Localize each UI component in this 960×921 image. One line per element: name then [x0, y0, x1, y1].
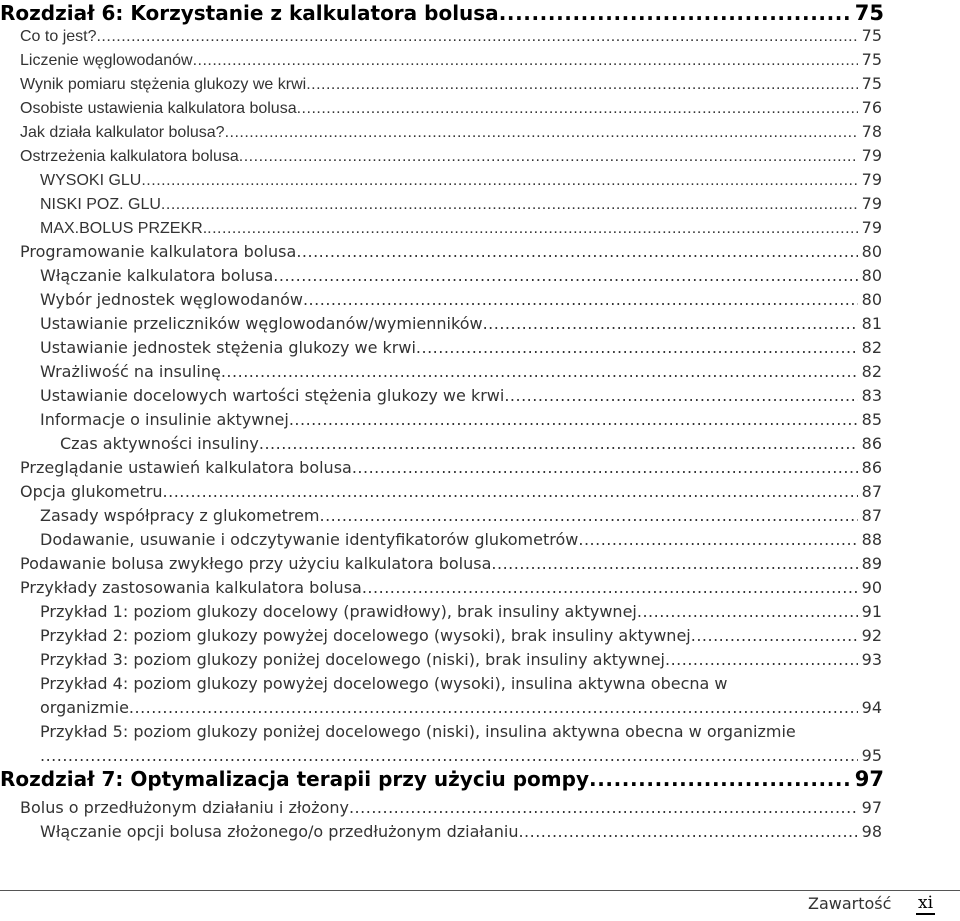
dot-leader — [297, 97, 858, 120]
toc-page-number: 92 — [861, 626, 882, 645]
toc-entry[interactable] — [40, 504, 882, 528]
toc-entry-title: Co to jest? — [20, 28, 97, 45]
toc-page-number: 75 — [861, 26, 882, 45]
toc-entry-title: Ustawianie przeliczników węglowodanów/wymienników — [40, 314, 483, 333]
toc-chapter-heading[interactable] — [0, 766, 884, 794]
dot-leader — [483, 312, 858, 336]
toc-entry-title: Podawanie bolusa zwykłego przy użyciu kalkulatora bolusa — [20, 554, 492, 573]
toc-entry-title: Wrażliwość na insulinę — [40, 362, 221, 381]
toc-entry[interactable] — [40, 336, 882, 360]
toc-entry-title: MAX.BOLUS PRZEKR. — [40, 220, 208, 237]
toc-entry[interactable] — [20, 48, 882, 72]
toc-entry-title: Liczenie węglowodanów — [20, 52, 193, 69]
toc-entry[interactable] — [60, 432, 882, 456]
toc-page-number: 83 — [861, 386, 882, 405]
toc-entry[interactable] — [40, 168, 882, 192]
toc-entry[interactable] — [40, 216, 882, 240]
dot-leader — [665, 648, 858, 672]
chapter-title: Rozdział 6: Korzystanie z kalkulatora bolusa — [0, 1, 499, 25]
dot-leader — [207, 217, 857, 240]
toc-page-number: 81 — [861, 314, 882, 333]
toc-entry-title: NISKI POZ. GLU — [40, 196, 161, 213]
dot-leader — [589, 766, 851, 792]
dot-leader — [289, 408, 858, 432]
toc-entry[interactable] — [40, 384, 882, 408]
toc-entry[interactable] — [40, 408, 882, 432]
toc-page-number: 97 — [861, 798, 882, 817]
toc-entry[interactable] — [40, 192, 882, 216]
toc-entry[interactable] — [20, 96, 882, 120]
toc-entry-title: Wybór jednostek węglowodanów — [40, 290, 303, 309]
toc-page-number: 79 — [861, 146, 882, 165]
dot-leader — [416, 336, 858, 360]
toc-entry-title: WYSOKI GLU — [40, 172, 142, 189]
toc-entry-title: Ustawianie docelowych wartości stężenia glukozy we krwi — [40, 386, 505, 405]
dot-leader — [352, 456, 858, 480]
dot-leader — [499, 0, 851, 26]
toc-entry[interactable] — [20, 576, 882, 600]
dot-leader — [259, 432, 858, 456]
dot-leader — [691, 624, 858, 648]
dot-leader — [518, 820, 857, 844]
toc-entry[interactable] — [40, 312, 882, 336]
dot-leader — [504, 384, 857, 408]
toc-entry-title: Dodawanie, usuwanie i odczytywanie identyfikatorów glukometrów — [40, 530, 579, 549]
toc-page-number: 82 — [861, 338, 882, 357]
toc-entry-title: Czas aktywności insuliny — [60, 434, 259, 453]
dot-leader — [306, 73, 857, 96]
toc-page-number: 75 — [861, 74, 882, 93]
toc-entry-title: Przeglądanie ustawień kalkulatora bolusa — [20, 458, 352, 477]
toc-entry[interactable] — [20, 120, 882, 144]
dot-leader — [221, 360, 858, 384]
toc-entry[interactable] — [20, 240, 882, 264]
toc-page-number: 87 — [861, 506, 882, 525]
toc-page-number: 86 — [861, 458, 882, 477]
dot-leader — [96, 25, 857, 48]
dot-leader — [40, 744, 858, 768]
toc-page-number: 88 — [861, 530, 882, 549]
toc-page-number: 75 — [854, 1, 884, 25]
toc-entry[interactable] — [40, 744, 882, 768]
toc-page-number: 79 — [861, 218, 882, 237]
toc-entry-title: Wynik pomiaru stężenia glukozy we krwi — [20, 76, 307, 93]
toc-entry-title: Zasady współpracy z glukometrem — [40, 506, 320, 525]
toc-entry[interactable] — [40, 696, 882, 720]
toc-page-number: 87 — [861, 482, 882, 501]
toc-entry-title: Bolus o przedłużonym działaniu i złożony — [20, 798, 349, 817]
toc-entry-title: Ostrzeżenia kalkulatora bolusa — [20, 148, 239, 165]
dot-leader — [163, 480, 858, 504]
toc-entry[interactable] — [20, 72, 882, 96]
toc-entry[interactable] — [40, 648, 882, 672]
toc-entry[interactable] — [40, 624, 882, 648]
toc-entry[interactable] — [40, 600, 882, 624]
toc-page-number: 95 — [861, 746, 882, 765]
toc-page-number: 80 — [861, 290, 882, 309]
toc-page-number: 82 — [861, 362, 882, 381]
toc-page-number: 85 — [861, 410, 882, 429]
toc-entry-title: Przykłady zastosowania kalkulatora bolusa — [20, 578, 362, 597]
dot-leader — [141, 169, 857, 192]
toc-page-number: 94 — [861, 698, 882, 717]
toc-entry-title: Osobiste ustawienia kalkulatora bolusa — [20, 100, 297, 117]
dot-leader — [362, 576, 858, 600]
toc-entry[interactable] — [20, 144, 882, 168]
toc-page-number: 93 — [861, 650, 882, 669]
footer-section-label: Zawartość — [808, 894, 892, 913]
toc-page-number: 78 — [861, 122, 882, 141]
toc-page-number: 79 — [861, 194, 882, 213]
toc-entry[interactable] — [20, 796, 882, 820]
toc-entry-title: Ustawianie jednostek stężenia glukozy we krwi — [40, 338, 416, 357]
toc-page-number: 98 — [861, 822, 882, 841]
dot-leader — [129, 696, 858, 720]
dot-leader — [225, 121, 858, 144]
dot-leader — [239, 145, 858, 168]
toc-entry-title[interactable]: Przykład 4: poziom glukozy powyżej docelowego (wysoki), insulina aktywna obecna w — [40, 674, 728, 693]
toc-page-number: 91 — [861, 602, 882, 621]
toc-entry[interactable] — [20, 552, 882, 576]
toc-page-number: 79 — [861, 170, 882, 189]
toc-page-number: 80 — [861, 266, 882, 285]
dot-leader — [193, 49, 858, 72]
dot-leader — [491, 552, 857, 576]
dot-leader — [296, 240, 857, 264]
toc-page-number: 76 — [861, 98, 882, 117]
toc-entry[interactable] — [40, 528, 882, 552]
toc-page-number: 80 — [861, 242, 882, 261]
toc-entry-title: Włączanie opcji bolusa złożonego/o przedłużonym działaniu — [40, 822, 519, 841]
dot-leader — [320, 504, 858, 528]
dot-leader — [578, 528, 857, 552]
toc-entry-title: Informacje o insulinie aktywnej — [40, 410, 289, 429]
chapter-title: Rozdział 7: Optymalizacja terapii przy użyciu pompy — [0, 767, 589, 791]
dot-leader — [161, 193, 858, 216]
dot-leader — [273, 264, 857, 288]
toc-entry-title: Przykład 2: poziom glukozy powyżej docelowego (wysoki), brak insuliny aktywnej — [40, 626, 691, 645]
toc-entry[interactable] — [40, 820, 882, 844]
toc-entry-title-continued: organizmie — [40, 698, 129, 717]
toc-entry[interactable] — [40, 264, 882, 288]
toc-page-number: 90 — [861, 578, 882, 597]
toc-entry-title: Opcja glukometru — [20, 482, 163, 501]
footer-page-number: xi — [918, 893, 934, 913]
toc-entry-title: Przykład 3: poziom glukozy poniżej docelowego (niski), brak insuliny aktywnej — [40, 650, 665, 669]
toc-entry[interactable] — [40, 360, 882, 384]
toc-page-number: 86 — [861, 434, 882, 453]
dot-leader — [637, 600, 858, 624]
dot-leader — [303, 288, 858, 312]
toc-entry[interactable] — [40, 288, 882, 312]
toc-entry-title[interactable]: Przykład 5: poziom glukozy poniżej docelowego (niski), insulina aktywna obecna w organizmie — [40, 722, 796, 741]
toc-page-number: 89 — [861, 554, 882, 573]
toc-entry-title: Programowanie kalkulatora bolusa — [20, 242, 297, 261]
toc-page-number: 97 — [854, 767, 884, 791]
toc-entry-title: Jak działa kalkulator bolusa? — [20, 124, 225, 141]
toc-entry[interactable] — [20, 456, 882, 480]
toc-entry-title: Przykład 1: poziom glukozy docelowy (prawidłowy), brak insuliny aktywnej — [40, 602, 637, 621]
toc-entry[interactable] — [20, 480, 882, 504]
toc-entry-title: Włączanie kalkulatora bolusa — [40, 266, 274, 285]
toc-page-number: 75 — [861, 50, 882, 69]
dot-leader — [349, 796, 858, 820]
footer-divider — [0, 890, 960, 891]
toc-entry[interactable] — [20, 24, 882, 48]
